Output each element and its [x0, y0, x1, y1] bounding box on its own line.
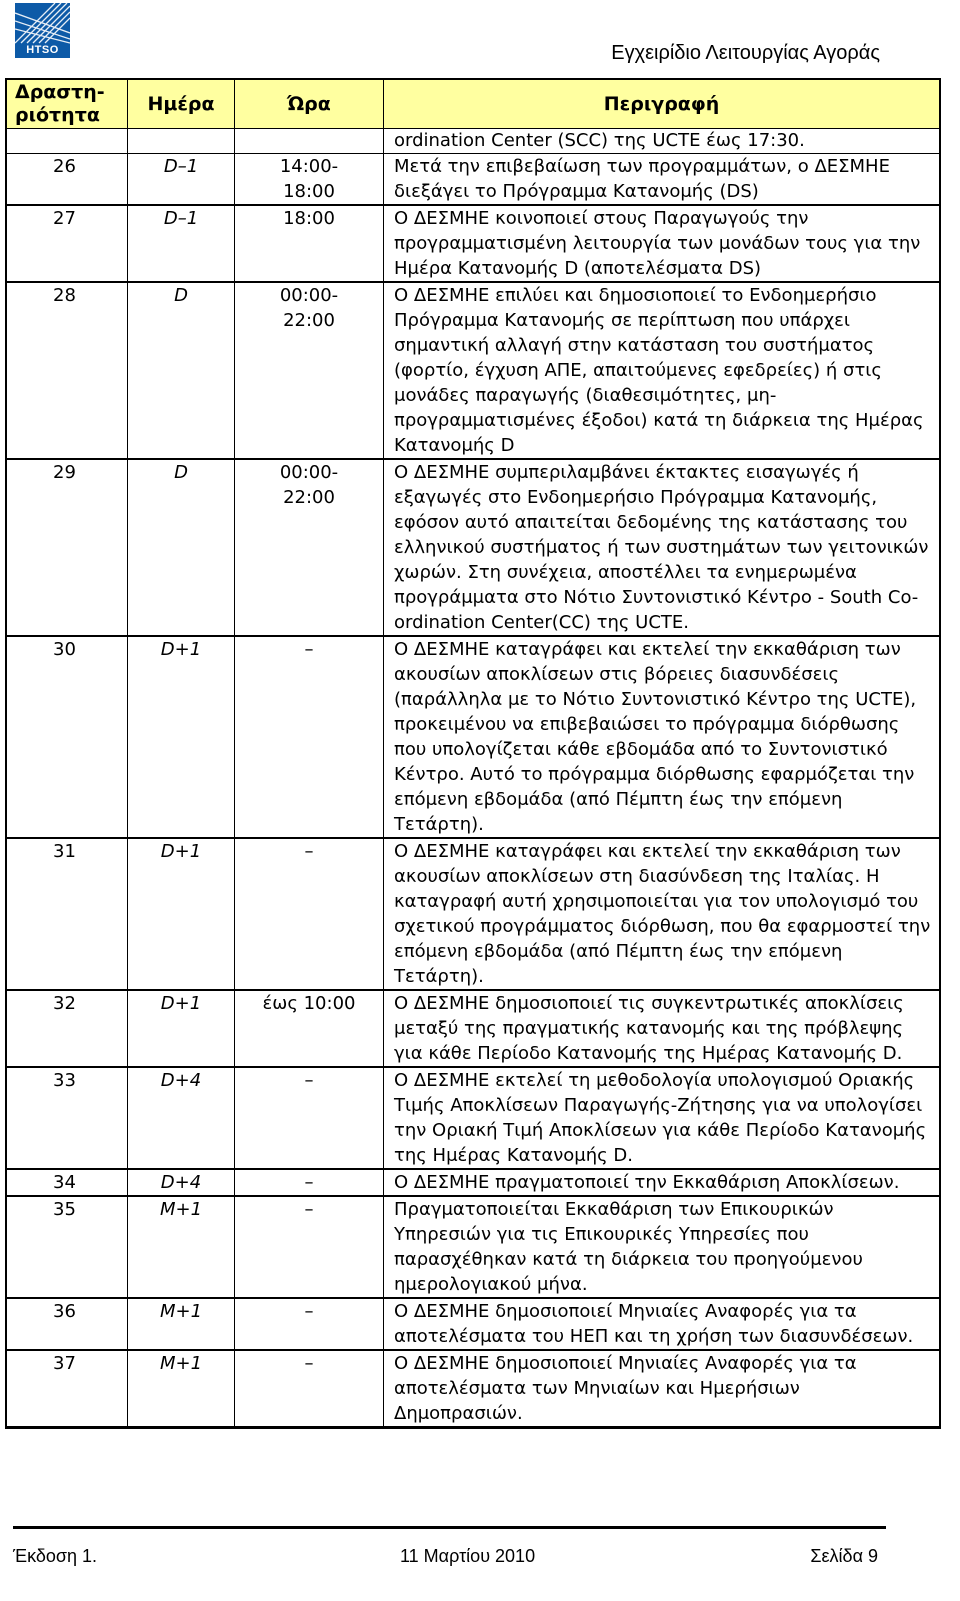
dispatch-day: D–1 — [128, 205, 235, 282]
time-window: 00:00- 22:00 — [235, 459, 384, 636]
logo-text: HTSO — [26, 44, 59, 56]
time-window: – — [235, 1067, 384, 1169]
activity-number: 34 — [7, 1169, 128, 1196]
time-window: – — [235, 1169, 384, 1196]
table-row — [7, 205, 940, 282]
time-window: – — [235, 1196, 384, 1298]
dispatch-day: D+1 — [128, 838, 235, 990]
activity-number: 37 — [7, 1350, 128, 1427]
activity-number: 29 — [7, 459, 128, 636]
activity-description: Ο ΔΕΣΜΗΕ δημοσιοποιεί Μηνιαίες Αναφορές για τα αποτελέσματα των Μηνιαίων και Ημερήσιων Δημοπρασιών. — [384, 1350, 940, 1427]
activity-number: 31 — [7, 838, 128, 990]
activity-description: Πραγματοποιείται Εκκαθάριση των Επικουρικών Υπηρεσιών για τις Επικουρικές Υπηρεσίες που παρασχέθηκαν κατά τη διάρκεια του προηγούμενου ημερολογιακού μήνα. — [384, 1196, 940, 1298]
table-row — [7, 1196, 940, 1298]
table-row — [7, 154, 940, 206]
dispatch-day: M+1 — [128, 1196, 235, 1298]
time-window: – — [235, 1350, 384, 1427]
table-row — [7, 990, 940, 1067]
activity-description: Ο ΔΕΣΜΗΕ καταγράφει και εκτελεί την εκκαθάριση των ακουσίων αποκλίσεων στη διασύνδεση της Ιταλίας. Η καταγραφή αυτή χρησιμοποιείται για τον υπολογισμό του σχετικού προγράμματος διόρθωση, που θα εφαρμοστεί την επόμενη εβδομάδα (από Πέμπτη έως την επόμενη Τετάρτη). — [384, 838, 940, 990]
column-header-description: Περιγραφή — [384, 80, 940, 129]
column-header-time: Ώρα — [235, 80, 384, 129]
schedule-table — [5, 78, 941, 1429]
activity-number: 30 — [7, 636, 128, 838]
activity-description: Ο ΔΕΣΜΗΕ πραγματοποιεί την Εκκαθάριση Αποκλίσεων. — [384, 1169, 940, 1196]
column-header-activity — [7, 80, 128, 129]
column-header-activity-text: Δραστη- ριότητα — [15, 81, 105, 126]
table-row — [7, 282, 940, 459]
activity-description: Ο ΔΕΣΜΗΕ καταγράφει και εκτελεί την εκκαθάριση των ακουσίων αποκλίσεων στις βόρειες διασυνδέσεις (παράλληλα με το Νότιο Συντονιστικό Κέντρο της UCTE), προκειμένου να επιβεβαιώσει το πρόγραμμα διόρθωσης που υπολογίζεται κάθε εβδομάδα από το Συντονιστικό Κέντρο. Αυτό το πρόγραμμα διόρθωσης εφαρμόζεται την επόμενη εβδομάδα (από Πέμπτη έως την επόμενη Τετάρτη). — [384, 636, 940, 838]
activity-description: Ο ΔΕΣΜΗΕ δημοσιοποιεί Μηνιαίες Αναφορές για τα αποτελέσματα του ΗΕΠ και τη χρήση των διασυνδέσεων. — [384, 1298, 940, 1350]
table-row — [7, 838, 940, 990]
activity-number: 27 — [7, 205, 128, 282]
activity-description: Ο ΔΕΣΜΗΕ κοινοποιεί στους Παραγωγούς την προγραμματισμένη λειτουργία των μονάδων τους για την Ημέρα Κατανομής D (αποτελέσματα DS) — [384, 205, 940, 282]
footer-divider — [13, 1526, 886, 1529]
activity-description: Μετά την επιβεβαίωση των προγραμμάτων, ο ΔΕΣΜΗΕ διεξάγει το Πρόγραμμα Κατανομής (DS) — [384, 154, 940, 206]
continuation-text: ordination Center (SCC) της UCTE έως 17:30. — [384, 129, 940, 154]
activity-number: 33 — [7, 1067, 128, 1169]
table-row — [7, 1067, 940, 1169]
activity-number: 36 — [7, 1298, 128, 1350]
dispatch-day: D — [128, 459, 235, 636]
time-window: – — [235, 1298, 384, 1350]
activity-description: Ο ΔΕΣΜΗΕ εκτελεί τη μεθοδολογία υπολογισμού Οριακής Τιμής Αποκλίσεων Παραγωγής-Ζήτησης για να υπολογίσει την Οριακή Τιμή Αποκλίσεων για κάθε Περίοδο Κατανομής της Ημέρας Κατανομής D. — [384, 1067, 940, 1169]
table-row — [7, 636, 940, 838]
time-window: – — [235, 838, 384, 990]
activity-number: 32 — [7, 990, 128, 1067]
activity-number: 35 — [7, 1196, 128, 1298]
time-window: έως 10:00 — [235, 990, 384, 1067]
time-window: – — [235, 636, 384, 838]
dispatch-day: D+1 — [128, 990, 235, 1067]
dispatch-day: D–1 — [128, 154, 235, 206]
column-header-day: Ημέρα — [128, 80, 235, 129]
activity-number: 28 — [7, 282, 128, 459]
footer-edition: Έκδοση 1. — [13, 1546, 98, 1566]
dispatch-day: D — [128, 282, 235, 459]
activity-description: Ο ΔΕΣΜΗΕ επιλύει και δημοσιοποιεί το Ενδοημερήσιο Πρόγραμμα Κατανομής σε περίπτωση που υπάρχει σημαντική αλλαγή στην κατάσταση του συστήματος (φορτίο, έγχυση ΑΠΕ, απαιτούμενες εφεδρείες) ή στις μονάδες παραγωγής (διαθεσιμότητες, μη-προγραμματισμένες έξοδοι) κατά τη διάρκεια της Ημέρας Κατανομής D — [384, 282, 940, 459]
table-row — [7, 1169, 940, 1196]
dispatch-day: D+1 — [128, 636, 235, 838]
dispatch-day: D+4 — [128, 1067, 235, 1169]
table-header-row — [7, 80, 940, 129]
footer-date: 11 Μαρτίου 2010 — [400, 1546, 536, 1566]
footer-page-number: Σελίδα 9 — [810, 1546, 878, 1566]
time-window: 14:00- 18:00 — [235, 154, 384, 206]
time-window: 00:00- 22:00 — [235, 282, 384, 459]
dispatch-day: M+1 — [128, 1350, 235, 1427]
htso-logo — [15, 3, 70, 58]
activity-description: Ο ΔΕΣΜΗΕ δημοσιοποιεί τις συγκεντρωτικές αποκλίσεις μεταξύ της πραγματικής κατανομής και της πρόβλεψης για κάθε Περίοδο Κατανομής της Ημέρας Κατανομής D. — [384, 990, 940, 1067]
dispatch-day: M+1 — [128, 1298, 235, 1350]
activity-description: Ο ΔΕΣΜΗΕ συμπεριλαμβάνει έκτακτες εισαγωγές ή εξαγωγές στο Ενδοημερήσιο Πρόγραμμα Κατανομής, εφόσον αυτό απαιτείται δεδομένης της κατάστασης του ελληνικού συστήματος ή των συστημάτων των γειτονικών χωρών. Στη συνέχεια, αποστέλλει τα ενημερωμένα προγράμματα στο Νότιο Συντονιστικό Κέντρο - South Co-ordination Center(CC) της UCTE. — [384, 459, 940, 636]
table-row — [7, 459, 940, 636]
table-row-continuation — [7, 129, 940, 154]
table-row — [7, 1298, 940, 1350]
table-row — [7, 1350, 940, 1427]
dispatch-day: D+4 — [128, 1169, 235, 1196]
document-title: Εγχειρίδιο Λειτουργίας Αγοράς — [611, 42, 880, 64]
time-window: 18:00 — [235, 205, 384, 282]
activity-number: 26 — [7, 154, 128, 206]
